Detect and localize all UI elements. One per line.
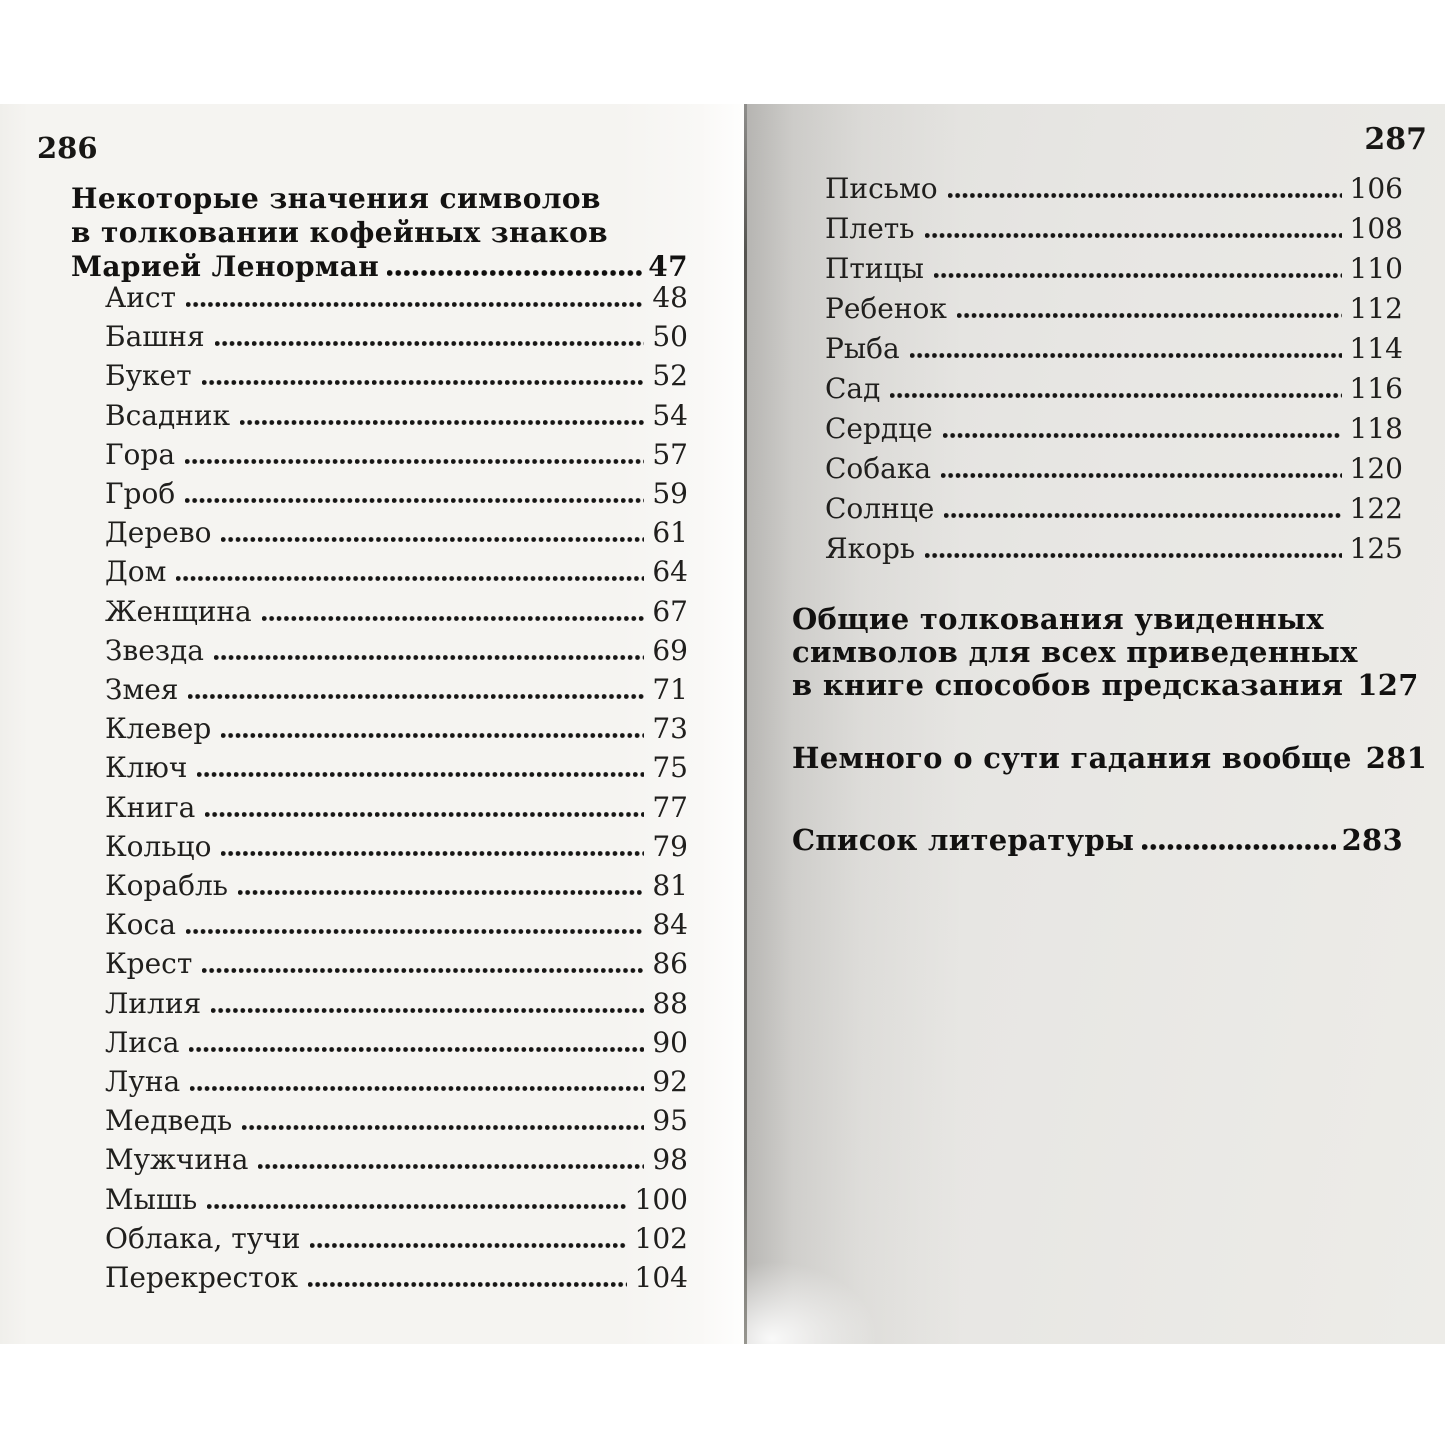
toc-entry <box>105 1258 688 1297</box>
chapter-heading-label: Марией Ленорман <box>71 250 380 283</box>
toc-entry-label: Собака <box>825 452 932 485</box>
toc-entry-label: Звезда <box>105 633 204 667</box>
dot-leader <box>189 1047 644 1052</box>
toc-entry <box>105 513 688 552</box>
toc-entry-page: 122 <box>1349 492 1403 525</box>
toc-entry-page: 125 <box>1349 532 1403 565</box>
chapter-heading-line-2: в толковании кофейных знаков <box>71 216 609 249</box>
section-label: в книге способов предсказания <box>792 668 1344 702</box>
toc-entry-page: 59 <box>652 477 688 511</box>
toc-entry-page: 86 <box>652 947 688 981</box>
dot-leader <box>186 929 644 934</box>
toc-entry-page: 112 <box>1349 292 1403 325</box>
toc-entry-label: Ребенок <box>825 292 947 325</box>
dot-leader <box>197 772 644 777</box>
toc-entry-page: 71 <box>652 673 688 707</box>
toc-entry-page: 67 <box>652 594 688 628</box>
toc-entry-page: 50 <box>652 320 688 354</box>
toc-entry-page: 84 <box>652 908 688 942</box>
section-page: 283 <box>1341 823 1403 857</box>
toc-entry-page: 61 <box>652 516 688 550</box>
toc-entry-label: Гроб <box>105 477 176 511</box>
dot-leader <box>308 1282 627 1287</box>
toc-entry-label: Кольцо <box>105 829 212 863</box>
dot-leader <box>214 655 644 660</box>
toc-entry <box>105 944 688 983</box>
dot-leader <box>934 273 1342 278</box>
dot-leader <box>202 968 644 973</box>
toc-entry-page: 73 <box>652 712 688 746</box>
toc-entry <box>105 827 688 866</box>
toc-entry-page: 69 <box>652 633 688 667</box>
toc-entry <box>105 592 688 631</box>
toc-list-left <box>105 278 688 1297</box>
dot-leader <box>941 473 1342 478</box>
toc-entry <box>105 317 688 356</box>
section-page: 127 <box>1357 668 1419 702</box>
toc-entry-page: 75 <box>652 751 688 785</box>
toc-entry-page: 100 <box>634 1182 688 1216</box>
toc-list-right <box>825 169 1403 569</box>
toc-entry-page: 114 <box>1349 332 1403 365</box>
toc-entry-label: Башня <box>105 320 205 354</box>
toc-entry-page: 52 <box>652 359 688 393</box>
toc-entry <box>825 369 1403 409</box>
toc-entry-label: Облака, тучи <box>105 1221 301 1255</box>
toc-entry-page: 104 <box>634 1261 688 1295</box>
toc-entry-page: 118 <box>1349 412 1403 445</box>
toc-entry <box>105 1219 688 1258</box>
toc-entry-page: 95 <box>652 1104 688 1138</box>
toc-entry <box>105 435 688 474</box>
toc-entry <box>825 289 1403 329</box>
toc-entry-label: Сердце <box>825 412 933 445</box>
dot-leader <box>890 393 1341 398</box>
toc-entry <box>105 356 688 395</box>
dot-leader <box>910 353 1342 358</box>
toc-entry <box>105 670 688 709</box>
toc-entry <box>825 249 1403 289</box>
dot-leader <box>207 1204 626 1209</box>
toc-entry-page: 106 <box>1349 172 1403 205</box>
toc-entry-label: Птицы <box>825 252 924 285</box>
dot-leader <box>1142 844 1335 850</box>
toc-entry-page: 110 <box>1349 252 1403 285</box>
toc-entry-page: 90 <box>652 1025 688 1059</box>
toc-entry <box>105 1023 688 1062</box>
dot-leader <box>211 1008 644 1013</box>
right-page <box>747 104 1445 1344</box>
chapter-heading <box>71 182 688 284</box>
toc-entry-label: Коса <box>105 908 176 942</box>
section-label: Список литературы <box>792 823 1135 857</box>
chapter-heading-page: 47 <box>648 250 688 283</box>
section-line-3 <box>792 668 1419 702</box>
toc-entry-page: 48 <box>652 281 688 314</box>
toc-entry-label: Солнце <box>825 492 935 525</box>
dot-leader <box>240 420 644 425</box>
toc-entry <box>105 631 688 670</box>
open-book <box>0 104 1445 1344</box>
toc-entry-label: Ключ <box>105 751 188 785</box>
dot-leader <box>185 498 644 503</box>
toc-entry <box>105 1140 688 1179</box>
dot-leader <box>186 302 644 307</box>
toc-entry-label: Корабль <box>105 869 229 903</box>
section-page: 281 <box>1365 741 1428 775</box>
toc-entry-label: Аист <box>105 281 177 314</box>
toc-entry <box>105 552 688 591</box>
toc-entry-page: 64 <box>652 555 688 589</box>
toc-entry <box>825 489 1403 529</box>
toc-entry-page: 81 <box>652 869 688 903</box>
dot-leader <box>190 1086 644 1091</box>
toc-entry-page: 102 <box>634 1221 688 1255</box>
toc-entry <box>105 1101 688 1140</box>
dot-leader <box>387 270 642 276</box>
toc-entry <box>825 449 1403 489</box>
toc-entry-label: Лиса <box>105 1025 180 1059</box>
toc-entry <box>825 529 1403 569</box>
section-line-1: Общие толкования увиденных <box>792 602 1324 636</box>
section-heading-about-divination <box>792 741 1428 775</box>
toc-entry-label: Дом <box>105 555 167 589</box>
dot-leader <box>957 313 1342 318</box>
toc-entry-label: Письмо <box>825 172 938 205</box>
toc-entry-label: Гора <box>105 437 176 471</box>
toc-entry-page: 108 <box>1349 212 1403 245</box>
page-number-left: 286 <box>37 131 98 165</box>
section-heading-general-interpretations <box>792 602 1419 702</box>
toc-entry <box>105 474 688 513</box>
toc-entry-label: Якорь <box>825 532 916 565</box>
dot-leader <box>176 576 644 581</box>
toc-entry <box>105 1180 688 1219</box>
dot-leader <box>944 513 1341 518</box>
toc-entry-label: Мышь <box>105 1182 198 1216</box>
toc-entry-label: Медведь <box>105 1104 233 1138</box>
dot-leader <box>948 193 1342 198</box>
chapter-heading-line-1: Некоторые значения символов <box>71 182 601 215</box>
toc-entry-page: 77 <box>652 790 688 824</box>
dot-leader <box>202 380 645 385</box>
dot-leader <box>262 616 645 621</box>
section-heading-bibliography <box>792 824 1403 857</box>
toc-entry-page: 54 <box>652 398 688 432</box>
toc-entry-page: 116 <box>1349 372 1403 405</box>
dot-leader <box>242 1125 644 1130</box>
toc-entry <box>825 169 1403 209</box>
dot-leader <box>221 733 644 738</box>
toc-entry-page: 79 <box>652 829 688 863</box>
dot-leader <box>221 851 644 856</box>
toc-entry-page: 57 <box>652 437 688 471</box>
toc-left <box>71 182 688 1297</box>
toc-entry-label: Всадник <box>105 398 231 432</box>
toc-entry-page: 98 <box>652 1143 688 1177</box>
toc-entry-label: Змея <box>105 673 179 707</box>
toc-entry-page: 88 <box>652 986 688 1020</box>
toc-entry-label: Букет <box>105 359 192 393</box>
dot-leader <box>215 341 645 346</box>
dot-leader <box>188 694 644 699</box>
toc-entry <box>105 984 688 1023</box>
toc-entry <box>105 748 688 787</box>
toc-entry-label: Плеть <box>825 212 915 245</box>
toc-entry <box>105 709 688 748</box>
toc-entry <box>825 409 1403 449</box>
toc-sections <box>792 602 1428 857</box>
dot-leader <box>238 890 644 895</box>
dot-leader <box>925 233 1342 238</box>
toc-entry-label: Крест <box>105 947 193 981</box>
toc-entry <box>105 788 688 827</box>
dot-leader <box>925 553 1341 558</box>
section-line-2: символов для всех приведенных <box>792 635 1358 669</box>
toc-entry-label: Луна <box>105 1065 181 1099</box>
dot-leader <box>221 537 644 542</box>
dot-leader <box>310 1243 626 1248</box>
toc-entry-label: Мужчина <box>105 1143 249 1177</box>
toc-entry <box>105 396 688 435</box>
toc-entry-label: Сад <box>825 372 881 405</box>
section-label: Немного о сути гадания вообще <box>792 741 1352 775</box>
toc-entry <box>825 329 1403 369</box>
dot-leader <box>943 433 1342 438</box>
dot-leader <box>185 459 644 464</box>
toc-entry-label: Лилия <box>105 986 202 1020</box>
toc-entry <box>105 1062 688 1101</box>
left-page <box>0 104 744 1344</box>
toc-entry <box>105 905 688 944</box>
page-number-right: 287 <box>1364 122 1427 157</box>
toc-entry <box>105 866 688 905</box>
toc-entry-label: Рыба <box>825 332 900 365</box>
dot-leader <box>258 1164 644 1169</box>
toc-entry-page: 120 <box>1349 452 1403 485</box>
toc-entry-label: Клевер <box>105 712 212 746</box>
dot-leader <box>205 812 644 817</box>
toc-entry <box>825 209 1403 249</box>
toc-entry-label: Дерево <box>105 516 212 550</box>
toc-entry-page: 92 <box>652 1065 688 1099</box>
toc-entry-label: Женщина <box>105 594 252 628</box>
toc-entry-label: Книга <box>105 790 196 824</box>
toc-entry-label: Перекресток <box>105 1261 299 1295</box>
